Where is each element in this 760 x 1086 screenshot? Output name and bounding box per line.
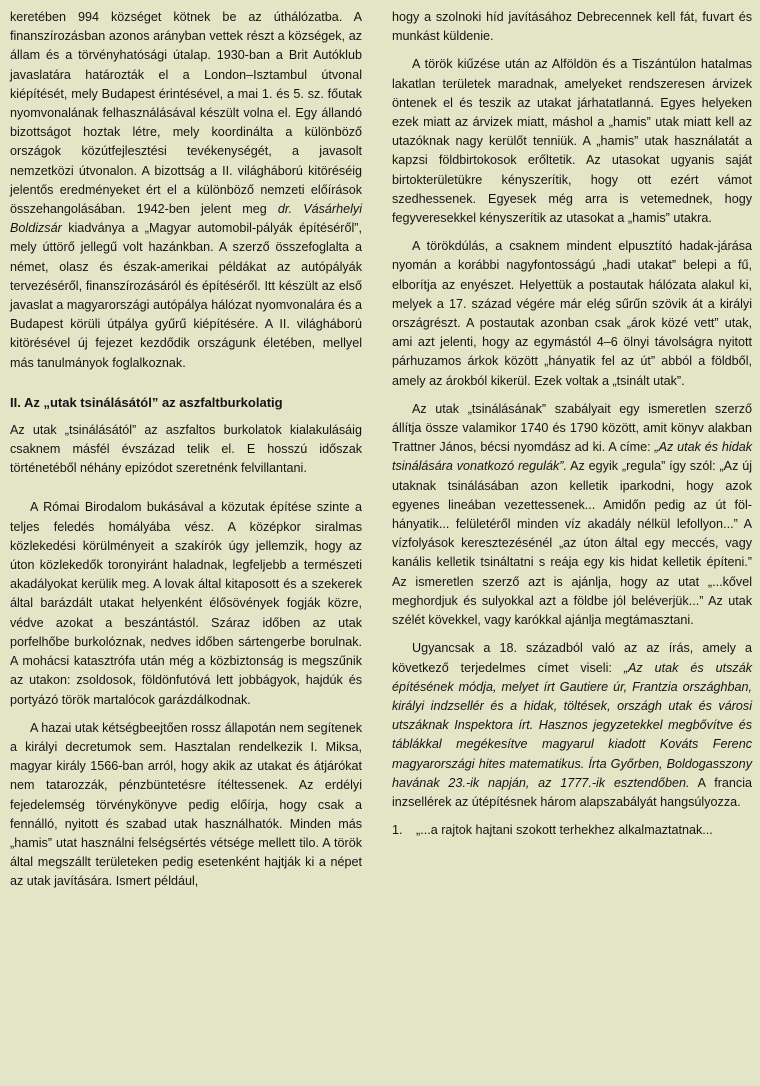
paragraph: A Római Birodalom bukásával a közutak építése szinte a teljes feledés homályába vész. A középkor siralmas közlekedési körülményeit a szakírók úgy jellemzik, hogy az úton közlekedők toronyiránt haladnak, legfeljebb a természeti akadályokat kerülik meg. A lovak által kitaposott és a szekerek által barázdált utakat helyenként élősövények fogják közre, védve azokat a beszántástól. Száraz időben az utak porfelhőbe burkolóznak, nedves időben sártengerbe borulnak. A mohácsi katasztrófa után még a közbiztonság is megszűnik az utakon: zsoldosok, földönfutóvá lett jobbágyok, hajdúk és portyázó török martalócok garázdálkodnak.	[10, 500, 362, 707]
book-title: „Az utak és hidak tsinálására vonatkozó regulák”.	[392, 440, 752, 474]
text-run: Az egyik „regula” így szól: „Az új utaknak tsinálásában azon kelletik iparkodni, hogy azok egyenes lineában vezettessenek... Amidőn pedig az út föl-hányatik... felületéről minden víz akadály nélkül lefollyon...” A vízfolyások keresztezésénél „az úton által egy meccés, vagy kanális kelletik tsináltatni s reája egy kis hidat kelletik építeni.” Az ismeretlen szerző azt is ajánlja, hogy az utat „...kővel meghordjuk és sulyokkal azt a földbe jól beléverjük...” Az utak szélét kövekkel, vagy karókkal ajánlja megtámasztani.	[392, 459, 752, 628]
right-column	[392, 8, 752, 840]
list-number: 1.	[392, 823, 403, 838]
paragraph: A hazai utak kétségbeejtően rossz állapotán nem segítenek a királyi decretumok sem. Hasztalan rendelkezik I. Miksa, magyar király 1566-ban arról, hogy akik az utakat és átjárókat nem tatarozzák, pénzbüntetésre ítéltessenek. Az erdélyi fejedelemség törvénykönyve pedig előírja, hogy csak a fennálló, nyitott és szabad utak használhatók. Minden más „hamis” utat használni felségsértés vétsége mellett tilo. A török által megszállt területeken pedig esetenként hajtják ki a népet az utak javítására. Ismert például,	[10, 720, 362, 889]
text-run: Az utak „tsinálásának” szabályait egy ismeretlen szerző állítja össze valamikor 1740 és 1790 között, amit könyv alakban Trattner János, bécsi nyomdász ad ki. A címe:	[392, 401, 752, 455]
paragraph: A törökdúlás, a csaknem mindent elpusztító hadak-járása nyomán a korábbi nagyfontosságú „hadi utakat” belepi a fű, elborítja az enyészet. Helyettük a postautak hálózata alakul ki, melyek a 17. század végére már elég sűrűn szövik át a királyi országrészt. A postautak azonban csak „árok közé vett” utak, ami azt jelenti, hogy az egymástól 4–6 ölnyi távolságra nyitott párhuzamos árkok között „hányatik fel az út” abból a földből, amely az árokból kikerül. Ezek voltak a „tsinált utak”.	[392, 239, 752, 388]
left-column	[10, 8, 362, 892]
paragraph	[10, 8, 362, 373]
list-text: „...a rajtok hajtani szokott terhekhez alkalmaztatnak...	[416, 823, 713, 838]
author-name: dr. Vásárhelyi Boldizsár	[10, 202, 363, 236]
book-title: „Az utak és utszák építésének módja, melyet írt Gautiere úr, Frantzia országhban, királyi indzsellér és a hidak, töltések, országh utak és városi utszáknak Inspektora írt. Hasznos jegyzetekkel megbővítve és táblákkal megékesítve magyarul kiadott Kováts Ferenc magyarországi hites matematikus. Írta Győrben, Boldogasszony havának 23.-ik napján, az 1777.-ik esztendőben.	[392, 660, 753, 790]
list-item	[392, 821, 752, 840]
text-run: Ugyancsak a 18. századból való az az írás, amely a következő terjedelmes címet viseli:	[392, 641, 752, 675]
paragraph: A török kiűzése után az Alföldön és a Tiszántúlon hatalmas lakatlan területek maradnak, amelyeket rendszeresen árvizek öntenek el és teszik az utakat járhatatlanná. Egyes helyeken ezek miatt az árvizek miatt, máshol a „hamis” utak miatt kell az utazóknak nagy kerülőt tenniük. A „hamis” utak használatát a kapzsi földbirtokosok erőltetik. Az utasokat ugyanis saját birtokterületükre kényszerítik, hogy ott ezért vámot szedhessenek. Egyesek még arra is vetemednek, hogy fegyveresekkel kényszerítik az utasokat a „hamis” utakra.	[392, 57, 752, 226]
paragraph	[392, 400, 752, 630]
text-run: keretében 994 községet kötnek be az úthálózatba. A finanszírozásban azonos arányban vettek részt a községek, az állam és a törvényhatósági útalap. 1930-ban a Brit Autóklub javaslatára határozták el a London–Isztambul útvonal kiépítését, mely Budapest érintésével, a mai 1. és 5. sz. főutak nyomvonalának felhasználásával készült volna el. Egy állandó bizottságot hoztak létre, mely koordinálta a különböző országok közútfejlesztési tevékenységét, a javasolt nemzetközi útvonalon. A bizottság a II. világháború kitöréséig jelentős eredményeket ért el a különböző nemzeti előírások összehangolásában. 1942-ben jelent meg	[10, 10, 362, 217]
paragraph	[392, 639, 752, 812]
text-run: A francia inzsellérek az útépítésnek három alapszabályát hangsúlyozza.	[392, 775, 752, 809]
text-run: kiadványa a „Magyar automobil-pályák építéséről”, mely úttörő jellegű volt hazánkban. A szerző összefoglalta a német, olasz és észak-amerikai példákat az autópályák tervezéséről, finanszírozásáról és építéséről. Itt készült az első javaslat a magyarországi autópálya hálózat nyomvonalára és a Budapest körüli útpálya gyűrű kiépítésére. A II. világháború kitörésével új fejezet kezdődik országunk életében, mellyel más tanulmányok foglalkoznak.	[10, 221, 362, 370]
numbered-list	[392, 821, 752, 840]
paragraph: Az utak „tsinálásától” az aszfaltos burkolatok kialakulásáig csaknem másfél évszázad telik el. E hosszú időszak történetéből néhány epizódot szeretnénk felvillantani.	[10, 422, 362, 476]
section-heading: II. Az „utak tsinálásától” az aszfaltburkolatig	[10, 394, 283, 410]
paragraph: hogy a szolnoki híd javításához Debrecennek kell fát, fuvart és munkást küldenie.	[392, 10, 752, 44]
